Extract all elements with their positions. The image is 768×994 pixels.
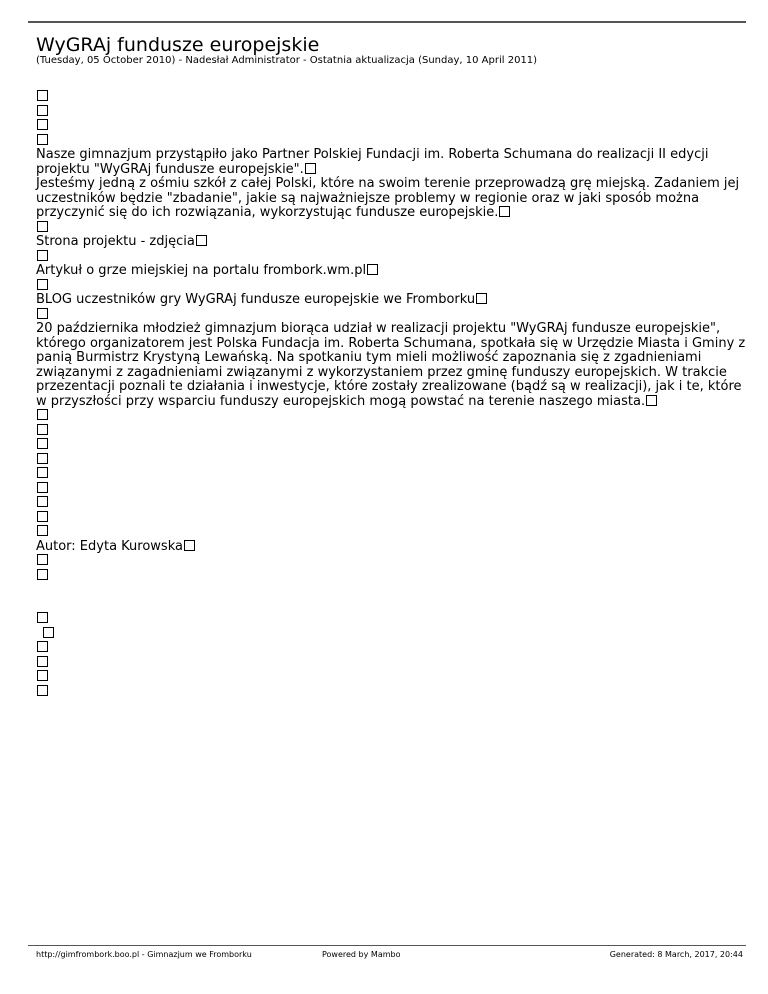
placeholder-glyph (36, 511, 748, 526)
description-paragraph: Jesteśmy jedną z ośmiu szkół z całej Polski, które na swoim terenie przeprowadzą grę miejską. Zadaniem jej uczestników będzie "zbadanie", jakie są najważniejsze problemy w regionie oraz w jaki sposób można przyczynić się do ich rozwiązania, wykorzystując fundusze europejskie. (36, 176, 740, 220)
placeholder-glyph (36, 482, 748, 497)
portal-article-link[interactable]: Artykuł o grze miejskiej na portalu frombork.wm.pl (36, 264, 748, 279)
article-meta: (Tuesday, 05 October 2010) - Nadesłał Administrator - Ostatnia aktualizacja (Sunday, 10 April 2011) (36, 55, 538, 66)
footer-powered: Powered by Mambo (322, 950, 401, 959)
placeholder-glyph (36, 221, 748, 236)
placeholder-glyph (36, 656, 748, 671)
article-body (36, 90, 748, 699)
footer-generated: Generated: 8 March, 2017, 20:44 (609, 950, 743, 959)
article-author: Autor: Edyta Kurowska (36, 540, 748, 555)
footer-site: http://gimfrombork.boo.pl - Gimnazjum we Fromborku (36, 950, 252, 959)
blog-link[interactable]: BLOG uczestników gry WyGRAj fundusze europejskie we Fromborku (36, 293, 748, 308)
placeholder-glyph (36, 569, 748, 584)
placeholder-glyph (36, 438, 748, 453)
meeting-paragraph: 20 października młodzież gimnazjum biorąca udział w realizacji projektu "WyGRAj fundusze europejskie", którego organizatorem jest Polska Fundacja im. Roberta Schumana, spotkała się w Urzędzie Miasta i Gminy z panią Burmistrz Krystyną Lewańską. Na spotkaniu tym mieli możliwość zapoznania się z zgadnieniami związanymi z zagadnieniami związanymi z wykorzystaniem przez gminę funduszy europejskich. W trakcie przezentacji poznali te działania i inwestycje, które zostały zrealizowane (bądź są w realizacji), jak i te, które w przyszłości przy wsparciu funduszy europejskich mogą powstać na terenie naszego miasta. (36, 321, 746, 409)
placeholder-glyph (36, 250, 748, 265)
placeholder-glyph (36, 105, 748, 120)
intro-paragraph: Nasze gimnazjum przystąpiło jako Partner Polskiej Fundacji im. Roberta Schumana do realizacji II edycji projektu "WyGRAj fundusze europejskie". (36, 147, 709, 177)
placeholder-glyph (36, 90, 748, 105)
placeholder-glyph (36, 612, 748, 627)
spacer (36, 583, 748, 612)
placeholder-glyph (36, 424, 748, 439)
placeholder-glyph (36, 279, 748, 294)
placeholder-glyph (36, 409, 748, 424)
placeholder-glyph (36, 641, 748, 656)
project-photos-link[interactable]: Strona projektu - zdjęcia (36, 235, 748, 250)
footer-rule (28, 945, 746, 946)
placeholder-glyph (36, 685, 748, 700)
placeholder-glyph (36, 134, 748, 149)
placeholder-glyph (36, 525, 748, 540)
placeholder-glyph (36, 670, 748, 685)
placeholder-glyph (36, 496, 748, 511)
header-rule (28, 21, 746, 23)
article-title: WyGRAj fundusze europejskie (36, 34, 320, 56)
placeholder-glyph (36, 308, 748, 323)
placeholder-glyph (36, 554, 748, 569)
placeholder-glyph (36, 627, 748, 642)
placeholder-glyph (36, 467, 748, 482)
placeholder-glyph (36, 119, 748, 134)
placeholder-glyph (36, 453, 748, 468)
